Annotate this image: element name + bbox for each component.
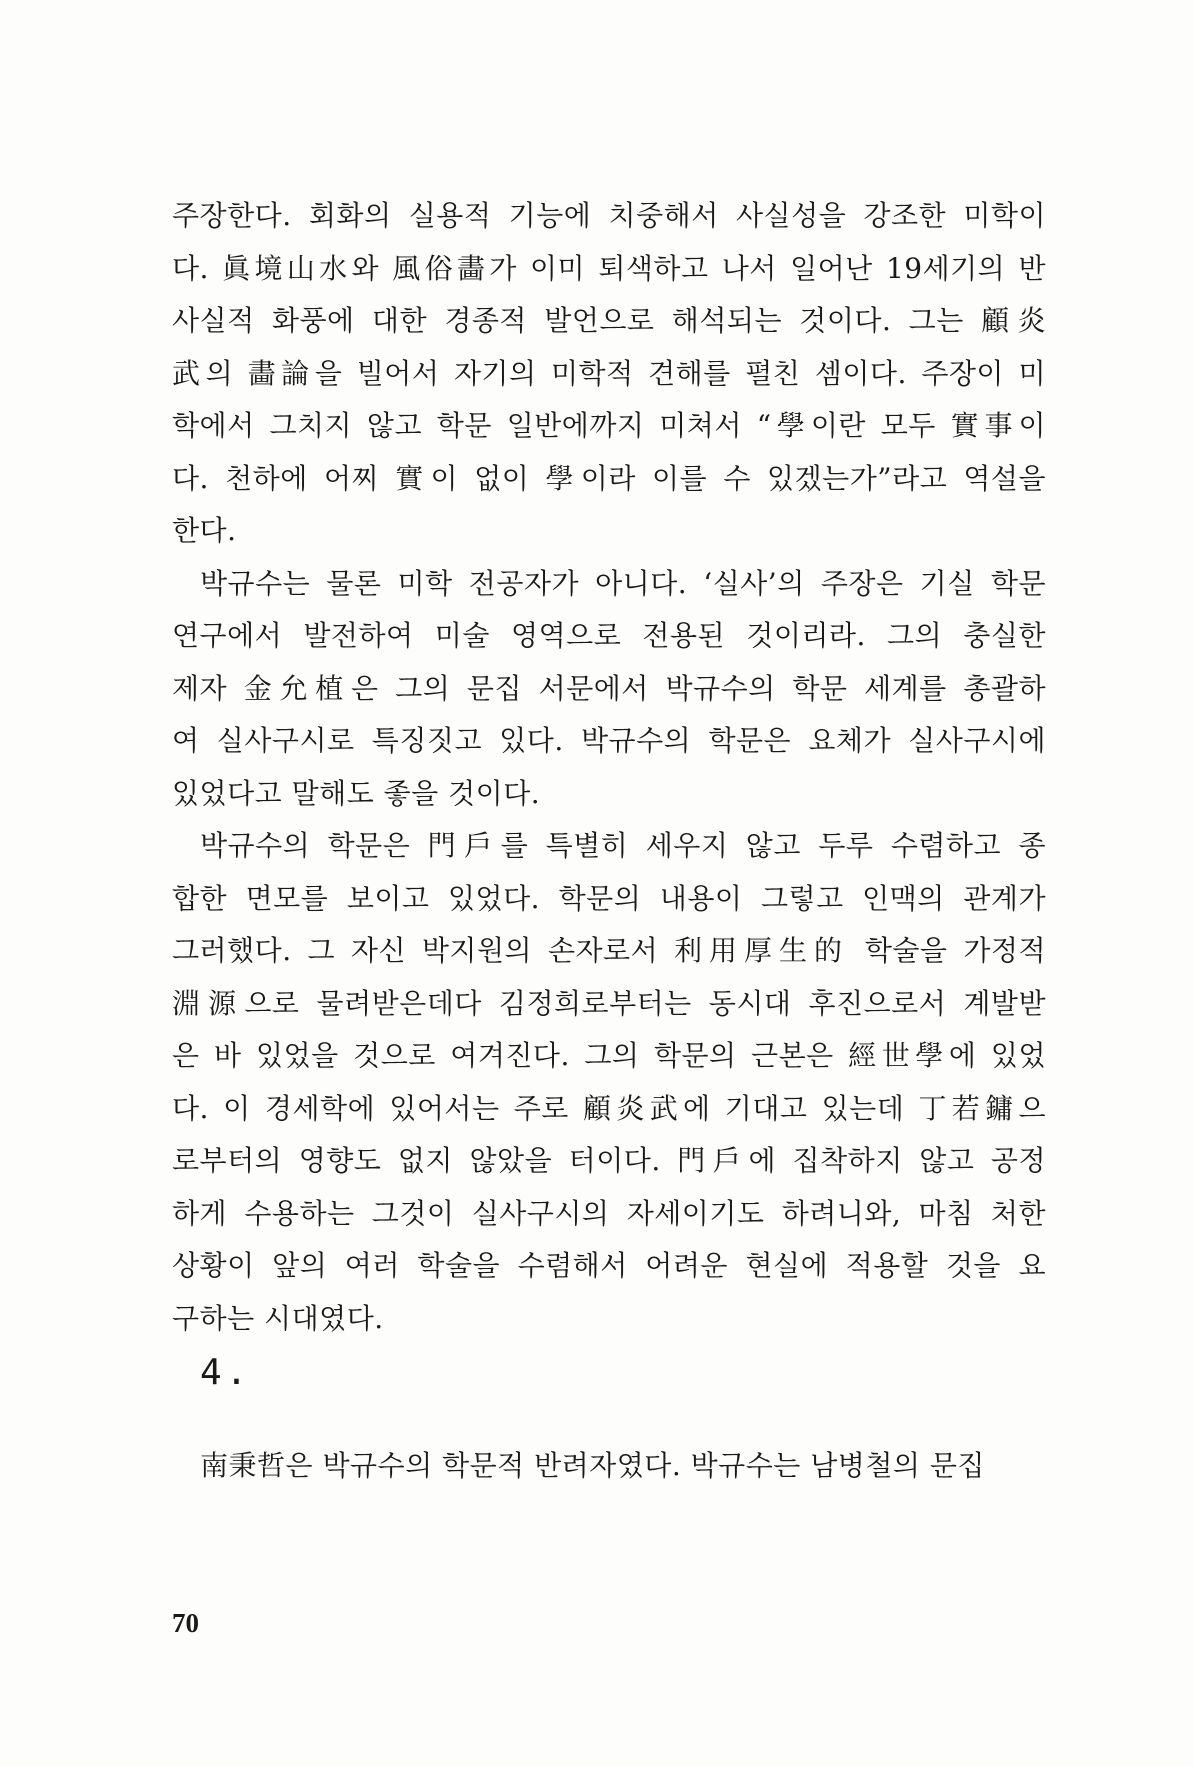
page-number: 70 <box>172 1608 199 1638</box>
text-line: 구하는 시대였다. <box>172 1301 384 1335</box>
text-line: 武의 畵論을 빌어서 자기의 미학적 견해를 펼친 셈이다. 주장이 미 <box>172 356 1046 390</box>
text-line: 박규수는 물론 미학 전공자가 아니다. ‘실사’의 주장은 기실 학문 <box>200 566 1046 600</box>
section-first-line: 南秉哲은 박규수의 학문적 반려자였다. 박규수는 남병철의 문집 <box>200 1449 985 1482</box>
text-line: 제자 金允植은 그의 문집 서문에서 박규수의 학문 세계를 총괄하 <box>172 671 1046 705</box>
text-line: 연구에서 발전하여 미술 영역으로 전용된 것이리라. 그의 충실한 <box>172 619 1046 652</box>
text-line: 다. 이 경세학에 있어서는 주로 顧炎武에 기대고 있는데 丁若鏞으 <box>172 1091 1046 1125</box>
text-line: 주장한다. 회화의 실용적 기능에 치중해서 사실성을 강조한 미학이 <box>172 199 1046 232</box>
text-line: 하게 수용하는 그것이 실사구시의 자세이기도 하려니와, 마침 처한 <box>172 1196 1046 1230</box>
paragraph-3 <box>172 820 1046 1345</box>
text-line: 淵源으로 물려받은데다 김정희로부터는 동시대 후진으로서 계발받 <box>172 986 1046 1020</box>
text-line: 사실적 화풍에 대한 경종적 발언으로 해석되는 것이다. 그는 顧炎 <box>172 304 1046 337</box>
text-line: 있었다고 말해도 좋을 것이다. <box>172 776 541 810</box>
text-line: 박규수의 학문은 門戶를 특별히 세우지 않고 두루 수렴하고 종 <box>200 829 1046 862</box>
text-line: 한다. <box>172 514 237 547</box>
text-line: 그러했다. 그 자신 박지원의 손자로서 利用厚生的 학술을 가정적 <box>172 934 1046 967</box>
text-line: 다. 천하에 어찌 實이 없이 學이라 이를 수 있겠는가”라고 역설을 <box>172 461 1046 495</box>
text-line: 상황이 앞의 여러 학술을 수렴해서 어려운 현실에 적용할 것을 요 <box>172 1249 1046 1282</box>
body-text <box>172 190 1046 1345</box>
text-line: 학에서 그치지 않고 학문 일반에까지 미쳐서 “學이란 모두 實事이 <box>172 409 1046 442</box>
text-line: 합한 면모를 보이고 있었다. 학문의 내용이 그렇고 인맥의 관계가 <box>172 881 1046 915</box>
paragraph-1 <box>172 190 1046 558</box>
text-line: 로부터의 영향도 없지 않았을 터이다. 門戶에 집착하지 않고 공정 <box>172 1144 1046 1177</box>
section-heading: 4. <box>200 1352 252 1393</box>
text-line: 여 실사구시로 특징짓고 있다. 박규수의 학문은 요체가 실사구시에 <box>172 724 1046 757</box>
paragraph-2 <box>172 558 1046 821</box>
text-line: 은 바 있었을 것으로 여겨진다. 그의 학문의 근본은 經世學에 있었 <box>172 1039 1046 1072</box>
text-line: 다. 眞境山水와 風俗畵가 이미 퇴색하고 나서 일어난 19세기의 반 <box>172 251 1046 285</box>
